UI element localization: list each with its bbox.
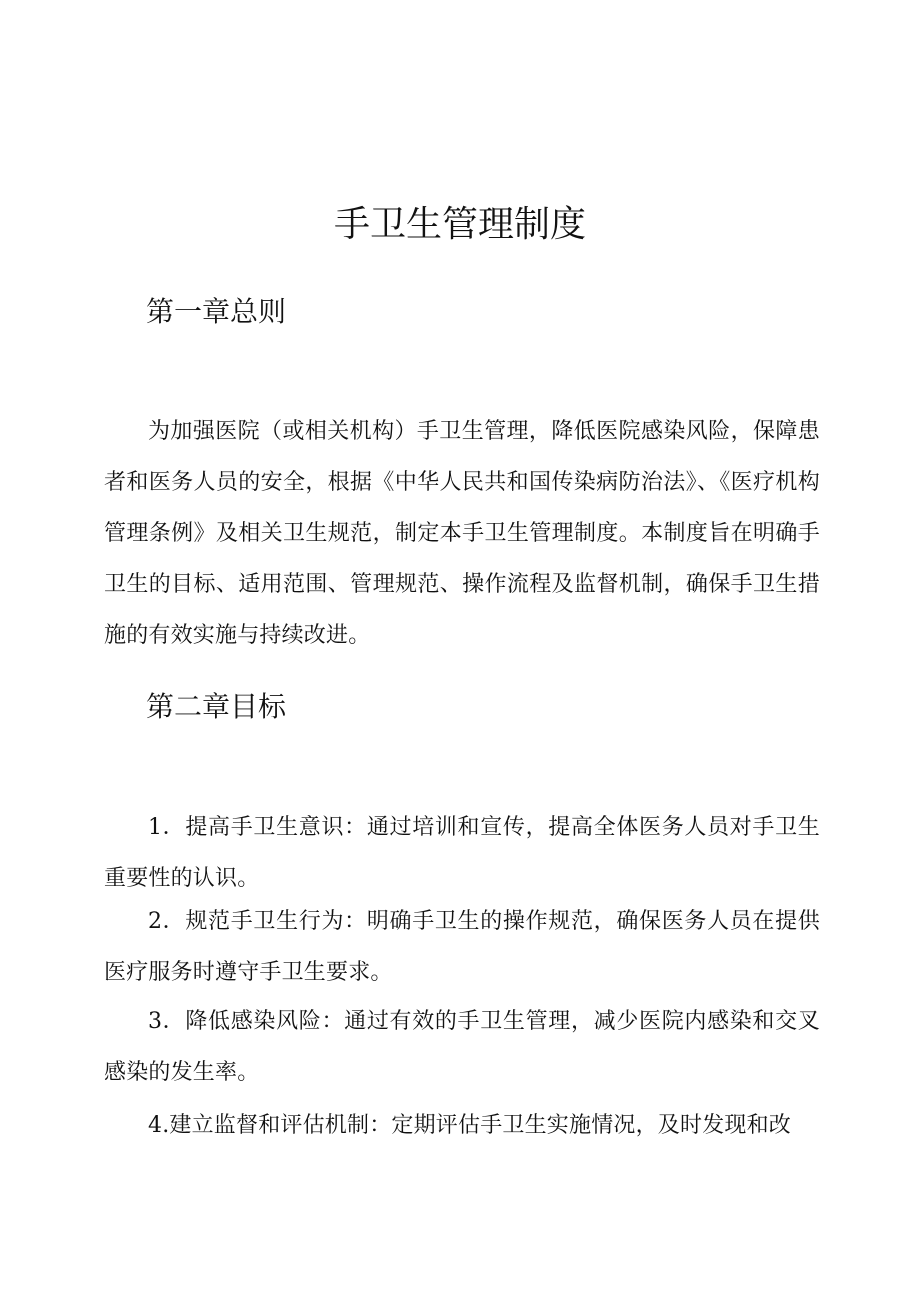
document-title: 手卫生管理制度	[333, 204, 586, 246]
goal-item-3: 3．降低感染风险：通过有效的手卫生管理，减少医院内感染和交叉感染的发生率。	[104, 1009, 820, 1085]
goal-item-1: 1．提高手卫生意识：通过培训和宣传，提高全体医务人员对手卫生重要性的认识。	[104, 815, 820, 891]
chapter-1-heading: 第一章总则	[146, 295, 287, 328]
chapter-1-paragraph: 为加强医院（或相关机构）手卫生管理，降低医院感染风险，保障患者和医务人员的安全，根据《中华人民共和国传染病防治法》、《医疗机构管理条例》及相关卫生规范，制定本手卫生管理制度。本制度旨在明确手卫生的目标、适用范围、管理规范、操作流程及监督机制，确保手卫生措施的有效实施与持续改进。	[104, 419, 820, 648]
goal-item-2: 2．规范手卫生行为：明确手卫生的操作规范，确保医务人员在提供医疗服务时遵守手卫生要求。	[104, 909, 820, 985]
goal-item-4: 4.建立监督和评估机制：定期评估手卫生实施情况，及时发现和改	[148, 1113, 791, 1138]
chapter-2-heading: 第二章目标	[146, 690, 287, 723]
